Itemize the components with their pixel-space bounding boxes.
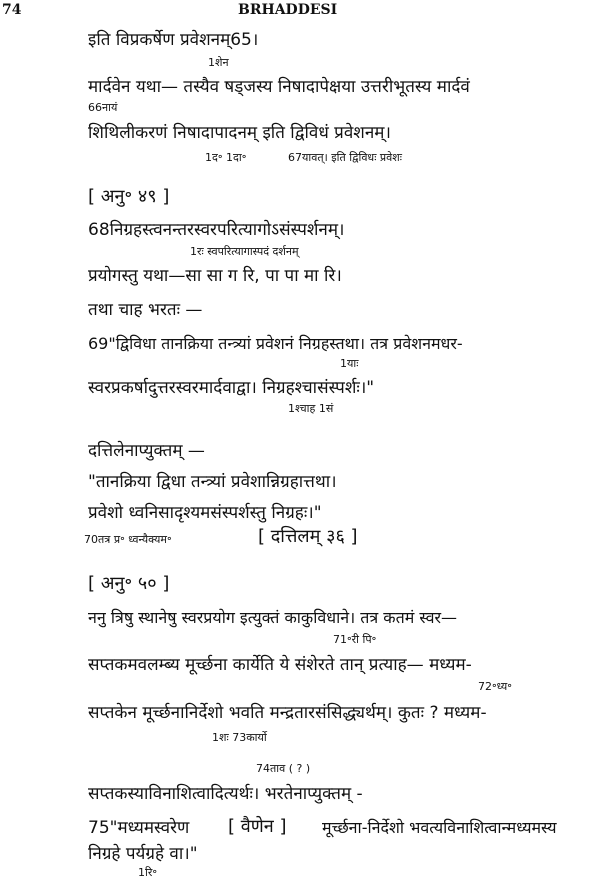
footnote-marker: 72॰ध्य॰ [478,680,512,693]
text-line: 68निग्रहस्त्वनन्तरस्वरपरित्यागोऽसंस्पर्शनम्। [88,220,345,240]
text-line: स्वरप्रकर्षादुत्तरस्वरमार्दवाद्वा। निग्रहश्चासंस्पर्शः।" [88,378,375,398]
section-marker: [ अनु॰ ५० ] [88,573,170,594]
text-line: प्रवेशो ध्वनिसादृश्यमसंस्पर्शस्तु निग्रहः।" [88,503,322,523]
footnote-marker: 1शः 73कार्यो [212,731,267,744]
text-line: शिथिलीकरणं निषादापादनम् इति द्विविधं प्रवेशनम्। [88,123,391,143]
citation: [ दत्तिलम् ३६ ] [258,526,358,547]
text-line: सप्तकस्याविनाशित्वादित्यर्थः। भरतेनाप्युक्तम् - [88,784,363,804]
footnote-marker: 71॰री पि॰ [333,633,377,646]
text-line: तथा चाह भरतः — [88,300,203,320]
footnote-marker: 1द॰ 1दा॰ [205,151,247,164]
inserted-word: [ वैणेन ] [228,816,287,837]
footnote-text: 67यावत्। इति द्विविधः प्रवेशः [288,151,402,164]
footnote-text: 74ताव ( ? ) [256,762,311,775]
page-number: 74 [2,2,22,18]
text-line: इति विप्रकर्षेण प्रवेशनम्65। [88,30,259,50]
footnote-marker: 1रि॰ [138,866,158,879]
text-line: ननु त्रिषु स्थानेषु स्वरप्रयोग इत्युक्तं काकुविधाने। तत्र कतमं स्वर— [88,608,458,627]
footnote-marker: 1याः [340,357,359,370]
text-line: सप्तकेन मूर्च्छनानिर्देशो भवति मन्द्रतारसंसिद्ध्यर्थम्। कुतः ? मध्यम- [88,703,487,723]
text-line: मार्दवेन यथा— तस्यैव षड्जस्य निषादापेक्षया उत्तरीभूतस्य मार्दवं [88,77,470,97]
section-marker: [ अनु॰ ४९ ] [88,186,170,207]
text-line: निग्रहे पर्यग्रहे वा।" [88,844,198,864]
running-head: BRHADDESI [238,2,338,18]
text-line: 69"द्विविधा तानक्रिया तन्त्र्यां प्रवेशनं निग्रहस्तथा। तत्र प्रवेशनमधर- [88,334,463,353]
footnote-text: 1रः स्वपरित्यागास्पदं दर्शनम् [190,245,299,258]
footnote-marker: 1शेन [208,56,229,69]
footnote-marker: 66नायं [88,101,118,114]
text-line: 75"मध्यमस्वरेण [88,818,190,838]
text-line: दत्तिलेनाप्युक्तम् — [88,441,205,461]
text-line: सप्तकमवलम्ब्य मूर्च्छना कार्येति ये संशेरते तान् प्रत्याह— मध्यम- [88,655,472,675]
footnote-text: 70तत्र प्र॰ ध्वन्यैक्यम॰ [84,533,172,546]
text-line: मूर्च्छना-निर्देशो भवत्यविनाशित्वान्मध्यमस्य [322,818,557,837]
text-line: "तानक्रिया द्विधा तन्त्र्यां प्रवेशान्निग्रहात्तथा। [88,472,337,492]
text-line: प्रयोगस्तु यथा—सा सा ग रि, पा पा मा रि। [88,266,342,286]
footnote-marker: 1श्चाह 1सं [288,402,334,415]
